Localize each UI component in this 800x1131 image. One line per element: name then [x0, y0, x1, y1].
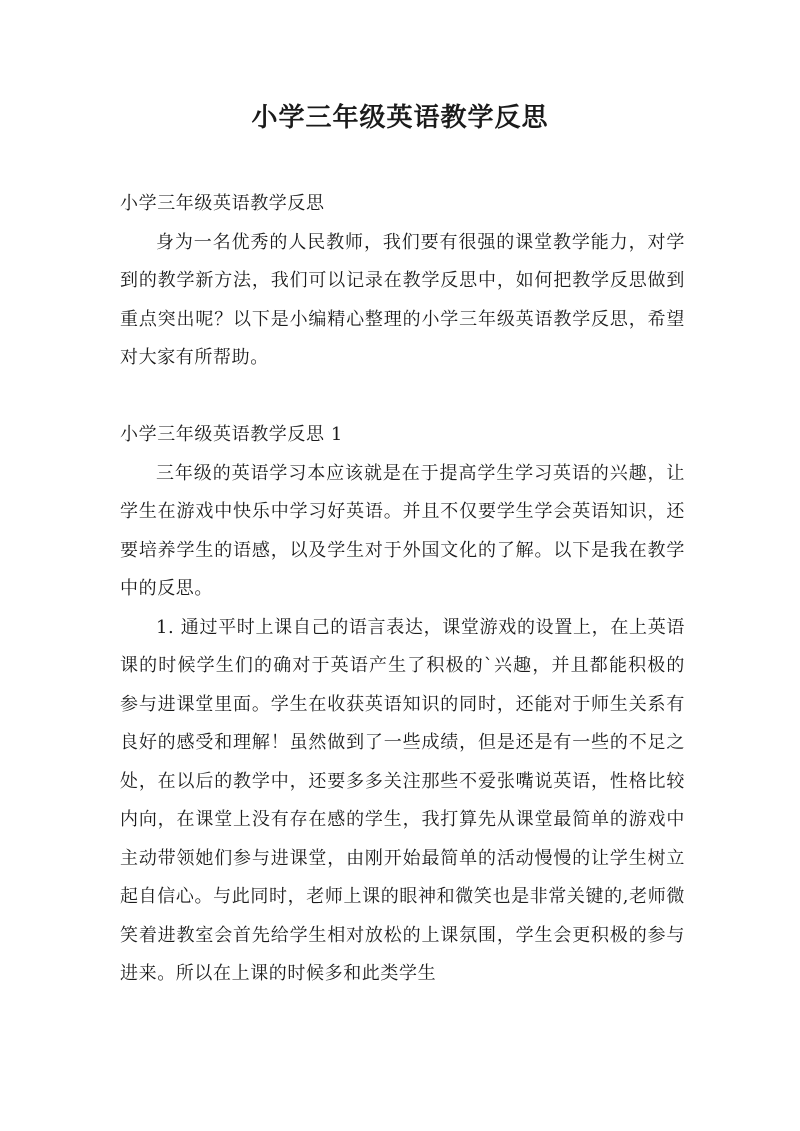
paragraph-spacer [120, 378, 685, 417]
intro-heading: 小学三年级英语教学反思 [120, 193, 325, 214]
section-paragraph-2: 1. 通过平时上课自己的语言表达，课堂游戏的设置上，在上英语课的时候学生们的确对于英语产生了积极的`兴趣，并且都能积极的参与进课堂里面。学生在收获英语知识的同时，还能对于师生关系有良好的感受和理解！虽然做到了一些成绩，但是还是有一些的不足之处，在以后的教学中，还要多多关注那些不爱张嘴说英语，性格比较内向，在课堂上没有存在感的学生，我打算先从课堂最简单的游戏中主动带领她们参与进课堂，由刚开始最简单的活动慢慢的让学生树立起自信心。与此同时，老师上课的眼神和微笑也是非常关键的,老师微笑着进教室会首先给学生相对放松的上课氛围，学生会更积极的参与进来。所以在上课的时候多和此类学生 [120, 616, 685, 984]
section-paragraph-1: 三年级的英语学习本应该就是在于提高学生学习英语的兴趣，让学生在游戏中快乐中学习好英语。并且不仅要学生学会英语知识，还要培养学生的语感，以及学生对于外国文化的了解。以下是我在教学中的反思。 [120, 462, 685, 599]
section-heading: 小学三年级英语教学反思 1 [120, 424, 343, 445]
intro-paragraph: 身为一名优秀的人民教师，我们要有很强的课堂教学能力，对学到的教学新方法，我们可以记录在教学反思中，如何把教学反思做到重点突出呢？以下是小编精心整理的小学三年级英语教学反思，希望对大家有所帮助。 [120, 231, 685, 368]
document-title: 小学三年级英语教学反思 [251, 103, 549, 133]
document-body [120, 185, 685, 994]
